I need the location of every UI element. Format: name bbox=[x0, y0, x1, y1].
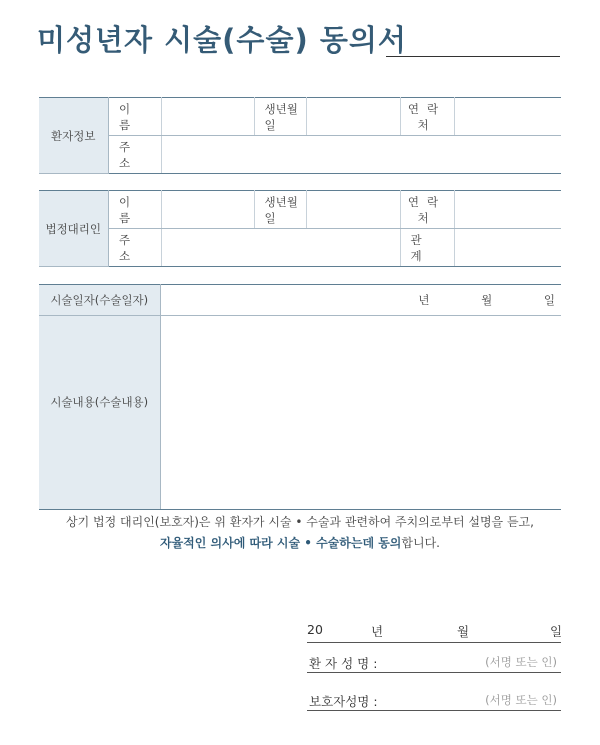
patient-birth-field[interactable] bbox=[306, 98, 400, 136]
guardian-name-field[interactable] bbox=[161, 191, 254, 229]
consent-line-1: 상기 법정 대리인(보호자)은 위 환자가 시술 • 수술과 관련하여 주치의로부터 설명을 듣고, bbox=[66, 515, 534, 529]
guardian-relation-label: 관 계 bbox=[400, 229, 454, 267]
patient-section-label: 환자정보 bbox=[39, 98, 108, 174]
guardian-relation-field[interactable] bbox=[454, 229, 561, 267]
signature-day-label: 일 bbox=[550, 624, 563, 639]
patient-name-field[interactable] bbox=[161, 98, 254, 136]
guardian-signature-label: 보호자성명 : bbox=[309, 694, 378, 709]
guardian-signature-line[interactable] bbox=[307, 688, 561, 711]
signature-year-label: 년 bbox=[371, 624, 384, 639]
patient-birth-label: 생년월일 bbox=[254, 98, 306, 136]
patient-name-label: 이 름 bbox=[108, 98, 161, 136]
guardian-signature-hint: (서명 또는 인) bbox=[485, 693, 557, 707]
consent-statement bbox=[0, 512, 600, 554]
page-title: 미성년자 시술(수술) 동의서 bbox=[37, 23, 407, 57]
signature-month-label: 월 bbox=[457, 624, 470, 639]
patient-signature-line[interactable] bbox=[307, 650, 561, 673]
guardian-name-label: 이 름 bbox=[108, 191, 161, 229]
patient-signature-hint: (서명 또는 인) bbox=[485, 655, 557, 669]
guardian-address-field[interactable] bbox=[161, 229, 400, 267]
procedure-date-label: 시술일자(수술일자) bbox=[39, 285, 160, 316]
guardian-birth-label: 생년월일 bbox=[254, 191, 306, 229]
procedure-content-field[interactable] bbox=[160, 316, 561, 510]
patient-info-table bbox=[39, 97, 561, 174]
patient-contact-field[interactable] bbox=[454, 98, 561, 136]
title-underline bbox=[386, 56, 560, 57]
procedure-year-label: 년 bbox=[418, 293, 430, 307]
guardian-info-table bbox=[39, 190, 561, 267]
consent-emphasis: 자율적인 의사에 따라 시술 • 수술하는데 동의 bbox=[160, 536, 402, 550]
patient-address-field[interactable] bbox=[161, 136, 561, 174]
guardian-birth-field[interactable] bbox=[306, 191, 400, 229]
signature-year-prefix: 20 bbox=[307, 622, 323, 637]
procedure-day-label: 일 bbox=[543, 293, 555, 307]
procedure-date-field[interactable] bbox=[160, 285, 561, 316]
patient-address-label: 주 소 bbox=[108, 136, 161, 174]
consent-line-2 bbox=[0, 533, 600, 554]
patient-signature-label: 환 자 성 명 : bbox=[309, 656, 378, 671]
guardian-section-label: 법정대리인 bbox=[39, 191, 108, 267]
guardian-contact-label: 연락처 bbox=[400, 191, 454, 229]
procedure-content-label: 시술내용(수술내용) bbox=[39, 316, 160, 510]
procedure-table bbox=[39, 284, 561, 510]
guardian-address-label: 주 소 bbox=[108, 229, 161, 267]
consent-tail: 합니다. bbox=[401, 536, 440, 550]
signature-date-line[interactable] bbox=[307, 622, 561, 643]
guardian-contact-field[interactable] bbox=[454, 191, 561, 229]
procedure-month-label: 월 bbox=[481, 293, 493, 307]
patient-contact-label: 연락처 bbox=[400, 98, 454, 136]
